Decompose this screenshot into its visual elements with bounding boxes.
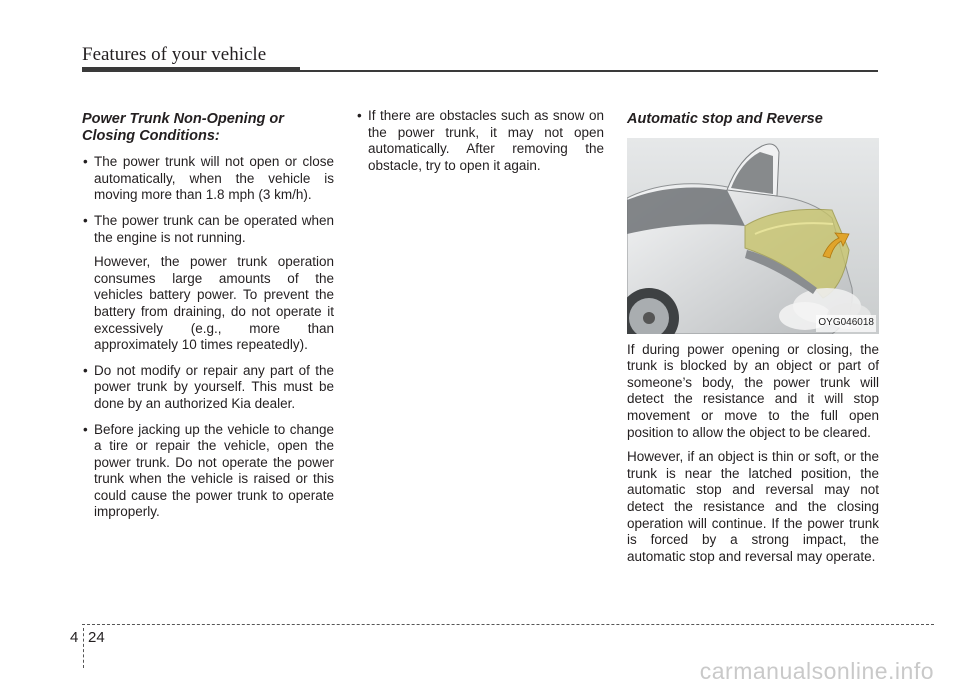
page-header-title: Features of your vehicle	[82, 44, 267, 65]
conditions-list-continued	[356, 108, 604, 174]
bullet-text: If there are obstacles such as snow on the power trunk, it may not open automatically. After removing the obstacle, try to open it again.	[368, 108, 604, 173]
list-item	[82, 213, 334, 354]
footer-dashed-rule	[82, 624, 934, 625]
column-middle	[356, 108, 604, 183]
header-rule-thick	[82, 67, 300, 72]
auto-stop-paragraph-1: If during power opening or closing, the trunk is blocked by an object or part of someone’s body, the power trunk will detect the resistance and it will stop movement or move to the full open position to allow the object to be cleared.	[627, 341, 879, 440]
header-rule-thin	[300, 70, 878, 72]
bullet-dot-icon: •	[83, 154, 88, 170]
bullet-text: The power trunk will not open or close automatically, when the vehicle is moving more than 1.8 mph (3 km/h).	[94, 154, 334, 203]
bullet-text: The power trunk can be operated when the engine is not running.	[94, 212, 334, 245]
trunk-illustration	[627, 138, 879, 334]
section-heading-non-opening	[82, 111, 334, 144]
section-heading-auto-stop: Automatic stop and Reverse	[627, 111, 823, 127]
watermark-text: carmanualsonline.info	[699, 658, 934, 684]
auto-stop-paragraph-2: However, if an object is thin or soft, or the trunk is near the latched position, the automatic stop and reversal may not detect the resistance and the closing operation will continue. If the power trunk is forced by a strong impact, the automatic stop and reversal may operate.	[627, 449, 879, 564]
bullet-dot-icon: •	[83, 421, 88, 437]
chapter-number: 4	[70, 629, 79, 646]
bullet-text: Do not modify or repair any part of the power trunk by yourself. This must be done by an authorized Kia dealer.	[94, 362, 334, 411]
bullet-note: However, the power trunk operation consumes large amounts of the vehicles battery power. To prevent the battery from draining, do not operate it excessively (e.g., more than approximately 10 times repeatedly).	[94, 254, 334, 353]
list-item	[82, 363, 334, 413]
list-item	[356, 108, 604, 174]
column-right	[627, 108, 879, 573]
page-number: 24	[88, 629, 105, 646]
list-item	[82, 154, 334, 204]
list-item	[82, 422, 334, 522]
bullet-text: Before jacking up the vehicle to change a tire or repair the vehicle, open the power trunk. Do not operate the power trunk when the vehicle is raised or this could cause the power trunk to operate improperly.	[94, 421, 334, 520]
car-trunk-image	[627, 138, 879, 334]
bullet-dot-icon: •	[83, 362, 88, 378]
figure-code-label: OYG046018	[816, 315, 876, 332]
footer-dashed-divider	[83, 628, 84, 668]
bullet-dot-icon: •	[83, 212, 88, 228]
section-heading-line1: Power Trunk Non-Opening or	[82, 111, 284, 127]
conditions-list	[82, 154, 334, 521]
bullet-dot-icon: •	[357, 108, 362, 123]
column-left	[82, 108, 334, 530]
section-heading-line2: Closing Conditions:	[82, 127, 220, 144]
